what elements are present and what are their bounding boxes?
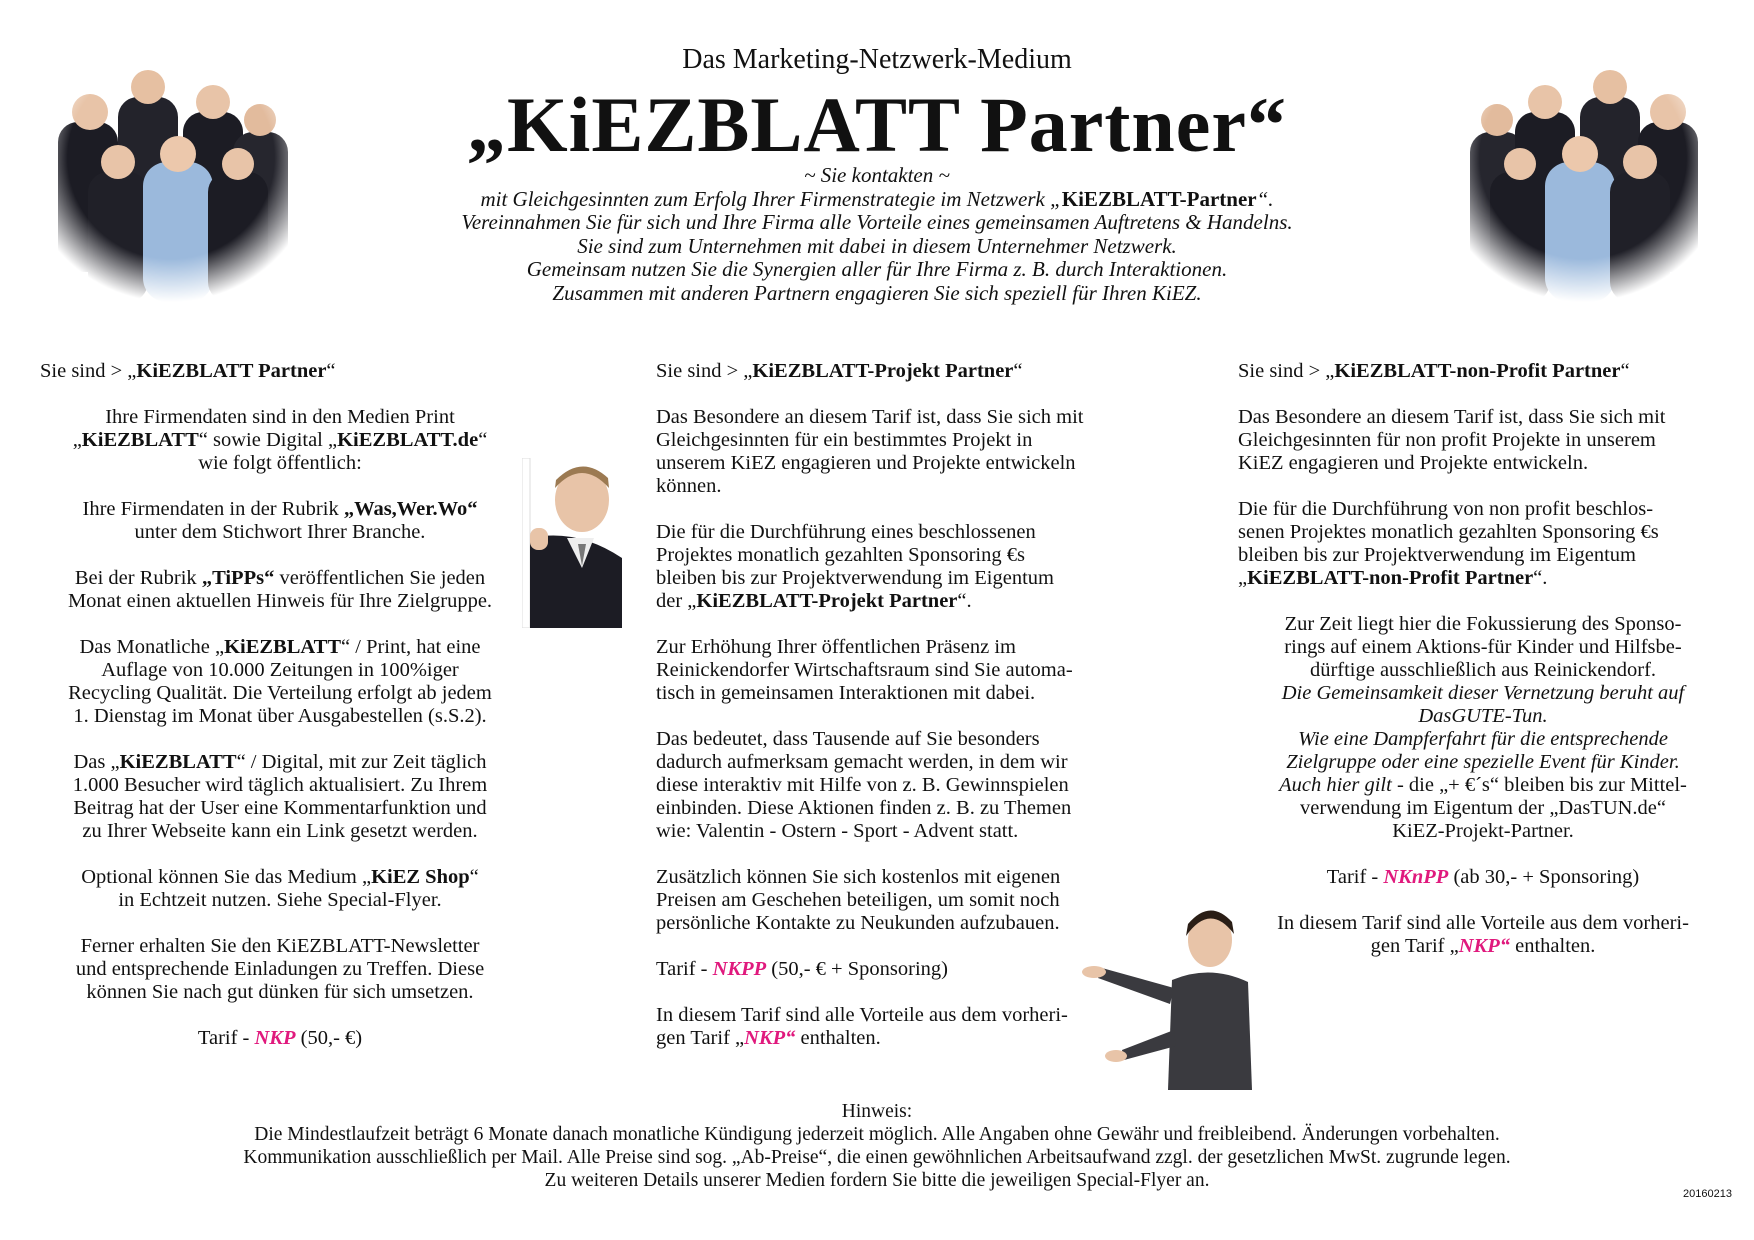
intro-line: ~ Sie kontakten ~ (804, 163, 950, 187)
column-heading: Sie sind > „KiEZBLATT-Projekt Partner“ (656, 360, 1023, 382)
footer-label: Hinweis: (841, 1101, 913, 1122)
footer-note (0, 1100, 1754, 1192)
column-heading: Sie sind > „KiEZBLATT Partner“ (40, 360, 336, 382)
paragraph: Das Besondere an diesem Tarif ist, dass Sie sich mit Gleichgesinnten für non profit Projekte in unserem KiEZ engagieren und Projekte entwickeln. (1238, 406, 1666, 474)
paragraph: Zur Zeit liegt hier die Fokussierung des Sponso- rings auf einem Aktions-für Kinder und Hilfsbe- dürftige ausschließlich aus Reinickendorf. Die Gemeinsamkeit dieser Vernetzung beruht auf DasGUTE-Tun. Wie eine Dampferfahrt für die entsprechende Zielgruppe oder eine spezielle Event für Kinder. Auch hier gilt - die „+ €´s“ bleiben bis zur Mittel- verwendung im Eigentum der „DasTUN.de“ KiEZ-Projekt-Partner. (1279, 613, 1687, 842)
paragraph: Das „KiEZBLATT“ / Digital, mit zur Zeit täglich 1.000 Besucher wird täglich aktualisiert. Zu Ihrem Beitrag hat der User eine Kommentarfunktion und zu Ihrer Webseite kann ein Link gesetzt werden. (72, 751, 488, 842)
tarif-line: Tarif - NKPP (50,- € + Sponsoring) (656, 958, 948, 980)
businessman-peeking-photo (522, 458, 622, 628)
tarif-line: Tarif - NKP (50,- €) (197, 1027, 363, 1049)
paragraph: Die für die Durchführung eines beschlossenen Projektes monatlich gezahlten Sponsoring €s bleiben bis zur Projektverwendung im Eigentum der „KiEZBLATT-Projekt Partner“. (656, 521, 1054, 612)
footer-line: Kommunikation ausschließlich per Mail. Alle Preise sind sog. „Ab-Preise“, die einen gewöhnlichen Arbeitsaufwand zzgl. der gesetzlichen MwSt. zugrunde legen. (243, 1147, 1511, 1168)
intro-line: Sie sind zum Unternehmen mit dabei in diesem Unternehmer Netzwerk. (577, 233, 1177, 258)
document-code: 20160213 (1683, 1188, 1732, 1200)
paragraph: Ihre Firmendaten sind in den Medien Print „KiEZBLATT“ sowie Digital „KiEZBLATT.de“ wie folgt öffentlich: (72, 406, 488, 474)
column-heading: Sie sind > „KiEZBLATT-non-Profit Partner“ (1238, 360, 1630, 382)
page-title: „KiEZBLATT Partner“ (467, 81, 1287, 168)
intro-line: Gemeinsam nutzen Sie die Synergien aller für Ihre Firma z. B. durch Interaktionen. (526, 257, 1228, 281)
business-team-photo (48, 62, 294, 302)
intro-line: Zusammen mit anderen Partnern engagieren Sie sich speziell für Ihren KiEZ. (552, 280, 1202, 305)
paragraph: Das bedeutet, dass Tausende auf Sie besonders dadurch aufmerksam gemacht werden, in dem wir diese interaktiv mit Hilfe von z. B. Gewinnspielen einbinden. Diese Aktionen finden z. B. zu Themen wie: Valentin - Ostern - Sport - Advent statt. (656, 728, 1072, 842)
paragraph: Zur Erhöhung Ihrer öffentlichen Präsenz im Reinickendorfer Wirtschaftsraum sind Sie automa- tisch in gemeinsamen Interaktionen mit dabei. (656, 636, 1073, 704)
paragraph: Ihre Firmendaten in der Rubrik „Was,Wer.Wo“ unter dem Stichwort Ihrer Branche. (82, 498, 478, 543)
paragraph: Bei der Rubrik „TiPPs“ veröffentlichen Sie jeden Monat einen aktuellen Hinweis für Ihre Zielgruppe. (67, 567, 493, 612)
intro-line: mit Gleichgesinnten zum Erfolg Ihrer Firmenstrategie im Netzwerk „KiEZBLATT-Partner“. (480, 186, 1274, 211)
subtitle: Das Marketing-Netzwerk-Medium (682, 44, 1072, 75)
intro-line: Vereinnahmen Sie für sich und Ihre Firma alle Vorteile eines gemeinsamen Auftretens & Handelns. (461, 210, 1293, 234)
paragraph: Das Besondere an diesem Tarif ist, dass Sie sich mit Gleichgesinnten für ein bestimmtes Projekt in unserem KiEZ engagieren und Projekte entwickeln können. (656, 406, 1084, 497)
paragraph: In diesem Tarif sind alle Vorteile aus dem vorheri- gen Tarif „NKP“ enthalten. (656, 1004, 1068, 1049)
footer-line: Zu weiteren Details unserer Medien fordern Sie bitte die jeweiligen Special-Flyer an. (544, 1170, 1210, 1191)
paragraph: In diesem Tarif sind alle Vorteile aus dem vorheri- gen Tarif „NKP“ enthalten. (1277, 912, 1689, 957)
tarif-line: Tarif - NKnPP (ab 30,- + Sponsoring) (1326, 866, 1640, 888)
paragraph: Ferner erhalten Sie den KiEZBLATT-Newsletter und entsprechende Einladungen zu Treffen. Diese können Sie nach gut dünken für sich umsetzen. (75, 935, 485, 1003)
column-projekt-partner (656, 360, 1126, 1073)
paragraph: Das Monatliche „KiEZBLATT“ / Print, hat eine Auflage von 10.000 Zeitungen in 100%iger Recycling Qualität. Die Verteilung erfolgt ab jedem 1. Dienstag im Monat über Ausgabestellen (s.S.2). (68, 636, 492, 727)
paragraph: Optional können Sie das Medium „KiEZ Shop“ in Echtzeit nutzen. Siehe Special-Flyer. (81, 866, 479, 911)
column-non-profit-partner (1238, 360, 1728, 981)
paragraph: Zusätzlich können Sie sich kostenlos mit eigenen Preisen am Geschehen beteiligen, um somit noch persönliche Kontakte zu Neukunden aufzubauen. (656, 866, 1061, 934)
business-team-photo (1460, 62, 1706, 302)
footer-line: Die Mindestlaufzeit beträgt 6 Monate danach monatliche Kündigung jederzeit möglich. Alle Angaben ohne Gewähr und freibleibend. Änderungen vorbehalten. (254, 1124, 1500, 1145)
paragraph: Die für die Durchführung von non profit beschlos- senen Projektes monatlich gezahlten Sponsoring €s bleiben bis zur Projektverwendung im Eigentum „KiEZBLATT-non-Profit Partner“. (1238, 498, 1659, 589)
column-partner (40, 360, 520, 1073)
